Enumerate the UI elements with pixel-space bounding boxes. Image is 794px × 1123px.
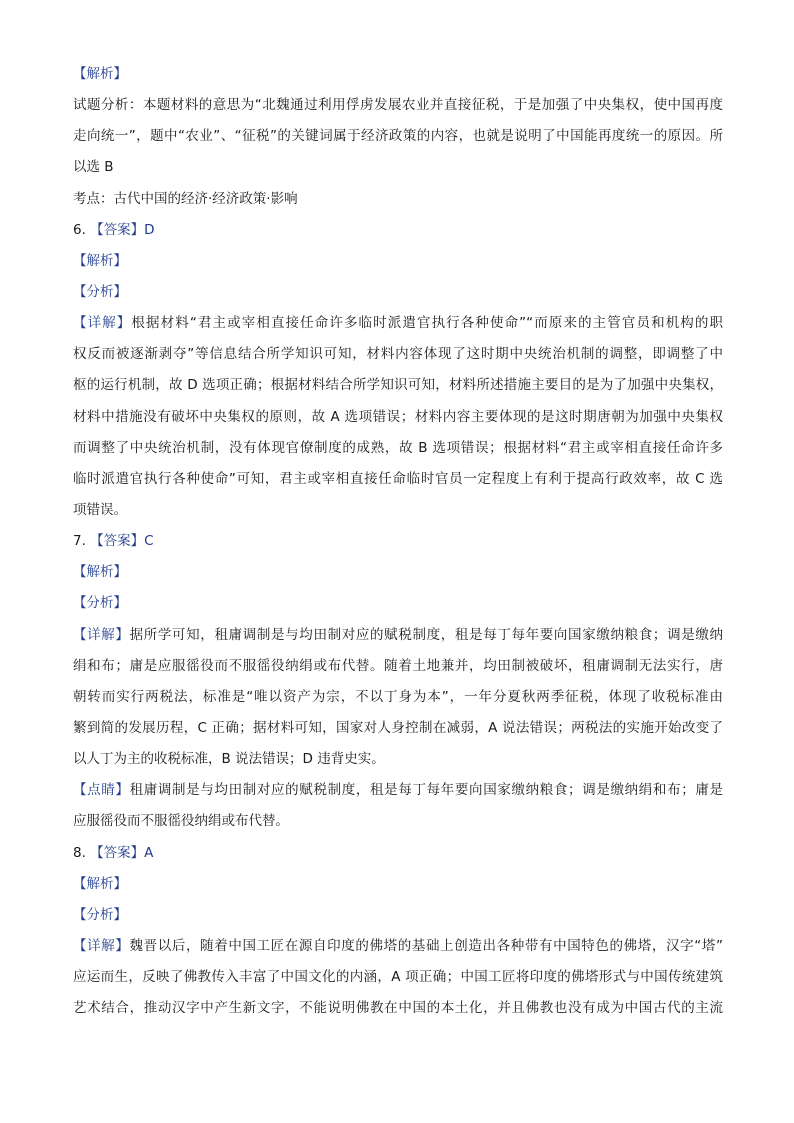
text-line <box>73 931 723 962</box>
section-label: 【点睛】 <box>73 782 130 799</box>
line-text: 项错误。 <box>73 501 127 518</box>
answer-label: 【答案】D <box>90 221 155 238</box>
text-line <box>73 246 723 277</box>
line-text: 试题分析：本题材料的意思为“北魏通过利用俘虏发展农业并直接征税，于是加强了中央集权，使中国再度 <box>73 97 723 114</box>
line-text: 租庸调制是与均田制对应的赋税制度，租是每丁每年要向国家缴纳粮食；调是缴纳绢和布；庸是 <box>129 782 723 799</box>
line-text: 枢的运行机制，故 D 选项正确；根据材料结合所学知识可知，材料所述措施主要目的是为了加强中央集权， <box>73 377 723 394</box>
text-line <box>73 526 723 557</box>
text-line <box>73 339 723 370</box>
section-label: 【解析】 <box>73 252 127 269</box>
text-line <box>73 464 723 495</box>
line-text: 权反而被逐渐剥夺”等信息结合所学知识可知，材料内容体现了这时期中央统治机制的调整，即调整了中 <box>73 346 723 363</box>
text-line <box>73 962 723 993</box>
text-line <box>73 993 723 1024</box>
text-line <box>73 682 723 713</box>
section-label: 【分析】 <box>73 595 127 612</box>
text-line <box>73 557 723 588</box>
text-line <box>73 308 723 339</box>
line-text: 以选 B <box>73 159 114 176</box>
line-text: 魏晋以后，随着中国工匠在源自印度的佛塔的基础上创造出各种带有中国特色的佛塔，汉字“塔” <box>129 937 723 954</box>
text-line <box>73 277 723 308</box>
line-text: 以人丁为主的收税标准，B 说法错误；D 违背史实。 <box>73 751 385 768</box>
line-text: 据所学可知，租庸调制是与均田制对应的赋税制度，租是每丁每年要向国家缴纳粮食；调是缴纳 <box>129 626 723 643</box>
text-line <box>73 900 723 931</box>
line-text: 而调整了中央统治机制，没有体现官僚制度的成熟，故 B 选项错误；根据材料“君主或宰相直接任命许多 <box>73 439 723 456</box>
line-text: 朝转而实行两税法，标准是“唯以资产为宗，不以丁身为本”，一年分夏秋两季征税，体现了收税标准由 <box>73 688 723 705</box>
section-label: 【分析】 <box>73 283 127 300</box>
text-line <box>73 184 723 215</box>
text-line <box>73 59 723 90</box>
line-text: 繁到简的发展历程，C 正确；据材料可知，国家对人身控制在减弱，A 说法错误；两税法的实施开始改变了 <box>73 719 723 736</box>
text-line <box>73 215 723 246</box>
text-line <box>73 370 723 401</box>
line-text: 走向统一”，题中“农业”、“征税”的关键词属于经济政策的内容，也就是说明了中国能再度统一的原因。所 <box>73 128 723 145</box>
section-label: 【详解】 <box>73 626 130 643</box>
question-number: 7. <box>73 533 91 550</box>
text-line <box>73 90 723 121</box>
document-body <box>73 59 723 1024</box>
text-line <box>73 588 723 619</box>
line-text: 绢和布；庸是应服徭役而不服徭役纳绢或布代替。随着土地兼并，均田制被破坏，租庸调制无法实行，唐 <box>73 657 723 674</box>
line-text: 临时派遣官执行各种使命”可知，君主或宰相直接任命临时官员一定程度上有利于提高行政效率，故 C 选 <box>73 470 723 487</box>
text-line <box>73 651 723 682</box>
text-line <box>73 775 723 806</box>
line-text: 材料中措施没有破坏中央集权的原则，故 A 选项错误；材料内容主要体现的是这时期唐朝为加强中央集权 <box>73 408 723 425</box>
answer-label: 【答案】A <box>90 844 154 861</box>
text-line <box>73 620 723 651</box>
question-number: 6. <box>73 221 91 238</box>
question-number: 8. <box>73 844 91 861</box>
text-line <box>73 838 723 869</box>
text-line <box>73 402 723 433</box>
answer-label: 【答案】C <box>90 533 154 550</box>
section-label: 【解析】 <box>73 66 127 82</box>
line-text: 应服徭役而不服徭役纳绢或布代替。 <box>73 813 289 830</box>
text-line <box>73 744 723 775</box>
text-line <box>73 433 723 464</box>
text-line <box>73 495 723 526</box>
text-line <box>73 869 723 900</box>
section-label: 【分析】 <box>73 906 127 923</box>
line-text: 艺术结合，推动汉字中产生新文字，不能说明佛教在中国的本土化，并且佛教也没有成为中国古代的主流 <box>73 1000 723 1017</box>
section-label: 【解析】 <box>73 564 127 581</box>
line-text: 根据材料“君主或宰相直接任命许多临时派遣官执行各种使命”“而原来的主管官员和机构的职 <box>131 315 723 332</box>
text-line <box>73 152 723 183</box>
section-label: 【详解】 <box>73 315 132 332</box>
section-label: 【解析】 <box>73 875 127 892</box>
text-line <box>73 806 723 837</box>
text-line <box>73 713 723 744</box>
line-text: 考点：古代中国的经济·经济政策·影响 <box>73 190 298 207</box>
line-text: 应运而生，反映了佛教传入丰富了中国文化的内涵，A 项正确；中国工匠将印度的佛塔形式与中国传统建筑 <box>73 969 723 986</box>
text-line <box>73 121 723 152</box>
section-label: 【详解】 <box>73 937 130 954</box>
